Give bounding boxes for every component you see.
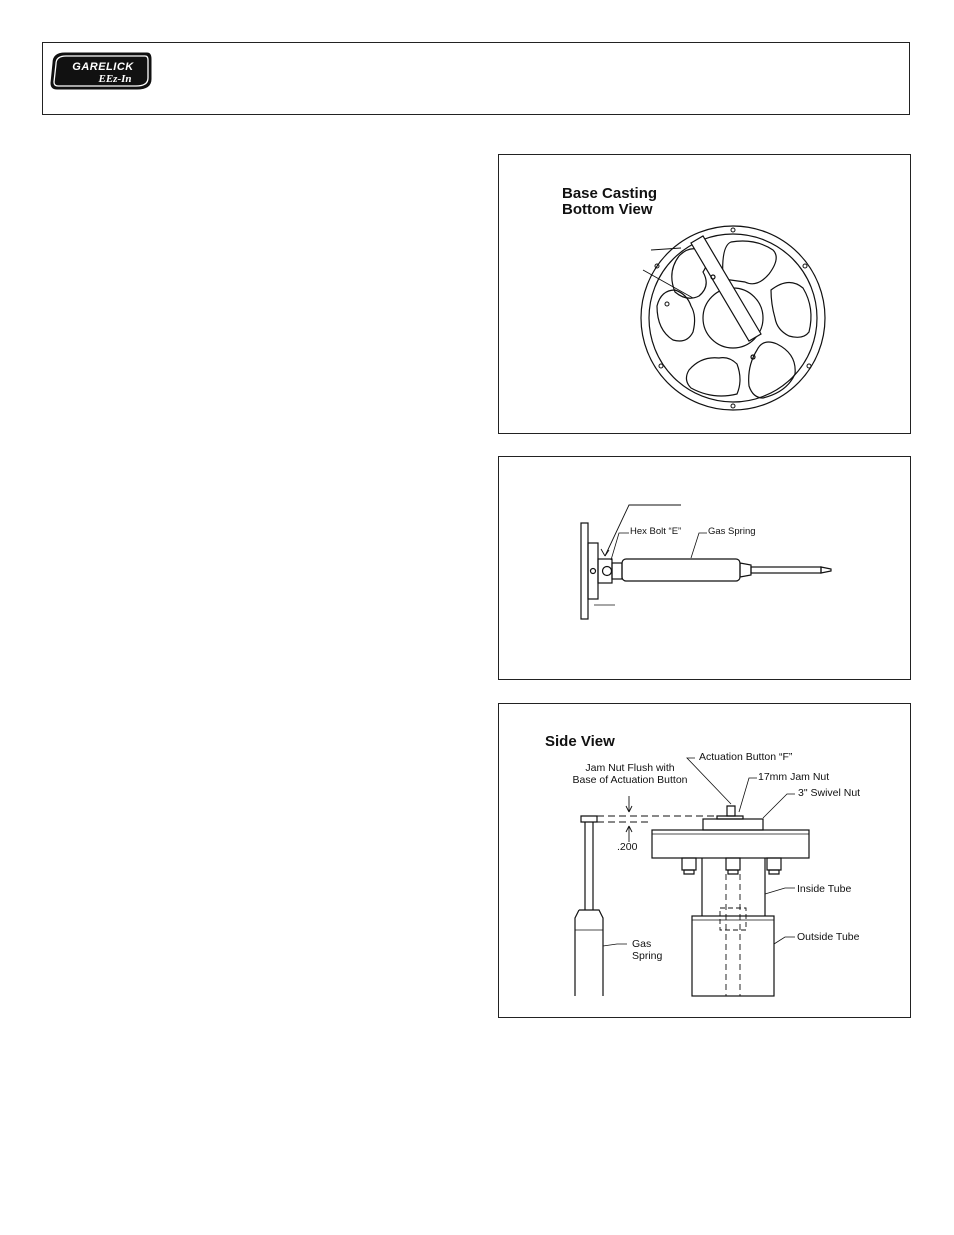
hex-nut-right bbox=[767, 858, 781, 870]
gas-spring-label: Gas Spring bbox=[708, 526, 756, 537]
actuation-button bbox=[727, 806, 735, 816]
header-box bbox=[42, 42, 910, 115]
swivel-nut bbox=[703, 819, 763, 830]
hinge-clevis bbox=[598, 559, 612, 583]
dimension-label: .200 bbox=[617, 841, 638, 853]
outside-tube-label: Outside Tube bbox=[797, 931, 860, 943]
gas-spring-rod bbox=[751, 567, 821, 573]
actuation-button-label: Actuation Button “F” bbox=[699, 751, 793, 763]
mounting-plate bbox=[581, 523, 588, 619]
base-leader-lines bbox=[643, 248, 693, 298]
logo-line2: EEz-In bbox=[98, 73, 132, 85]
outside-tube bbox=[692, 916, 774, 996]
base-spoke-windows bbox=[657, 241, 811, 398]
hex-bolt-e bbox=[603, 567, 612, 576]
hex-bolt-label: Hex Bolt “E” bbox=[630, 526, 682, 537]
base-casting-drawing bbox=[499, 155, 912, 435]
logo-line1: GARELICK bbox=[72, 61, 134, 73]
base-casting-heading-line1: Base Casting bbox=[562, 185, 658, 202]
hex-nut-left bbox=[682, 858, 696, 870]
gas-spring-label-line1: Gas bbox=[632, 938, 652, 950]
swivel-nut-label: 3" Swivel Nut bbox=[798, 787, 861, 799]
mounting-bracket bbox=[588, 543, 598, 599]
hex-bolt-drawing bbox=[499, 457, 912, 681]
garelick-logo bbox=[49, 49, 153, 93]
gas-spring-label-line2: Spring bbox=[632, 950, 663, 962]
gas-spring-rod bbox=[585, 822, 593, 910]
base-casting-heading-line2: Bottom View bbox=[562, 201, 653, 218]
base-outer-rim bbox=[641, 226, 825, 410]
side-view-figure bbox=[498, 703, 911, 1018]
jam-nut-flush-label-line1: Jam Nut Flush with bbox=[585, 762, 675, 774]
hex-bolt-figure bbox=[498, 456, 911, 680]
base-mounting-bracket bbox=[691, 236, 761, 341]
gas-spring-body bbox=[575, 910, 603, 996]
hex-nut-center bbox=[726, 858, 740, 870]
gas-spring-body bbox=[622, 559, 740, 581]
base-bolt-holes bbox=[655, 228, 811, 408]
side-view-heading: Side View bbox=[545, 733, 615, 750]
inside-tube bbox=[702, 858, 765, 916]
jam-nut-flush-label-line2: Base of Actuation Button bbox=[572, 774, 688, 786]
inside-tube-label: Inside Tube bbox=[797, 883, 852, 895]
jam-nut-label: 17mm Jam Nut bbox=[758, 771, 830, 783]
base-casting-figure bbox=[498, 154, 911, 434]
